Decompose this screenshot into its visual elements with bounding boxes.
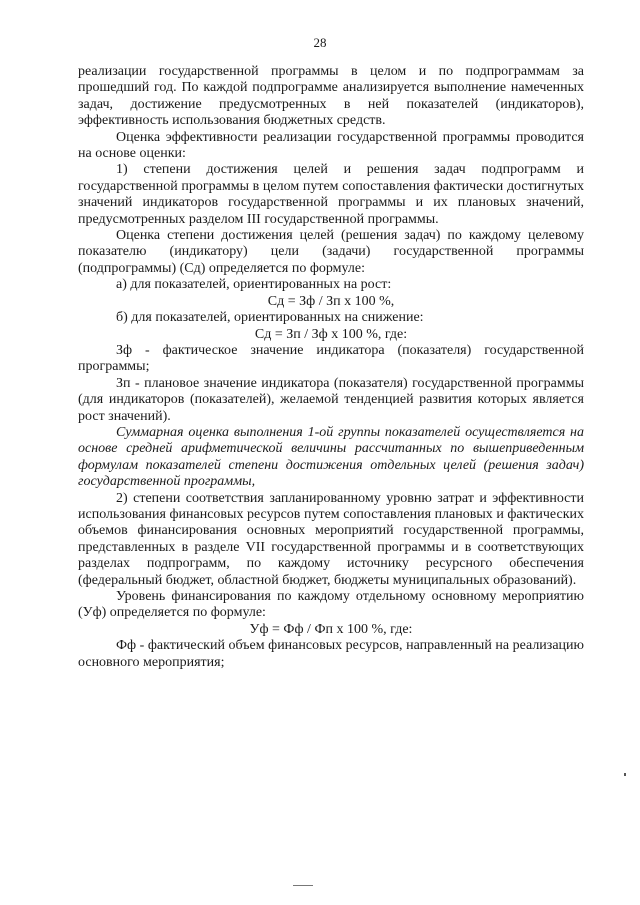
paragraph-ff-definition: Фф - фактический объем финансовых ресурсов, направленный на реализацию основного мероприятия; xyxy=(78,638,584,670)
paragraph-zp-definition: Зп - плановое значение индикатора (показателя) государственной программы (для индикаторов (показателей), желаемой тенденцией развития которых является рост значений). xyxy=(78,375,584,424)
paragraph-cost-compliance: 2) степени соответствия запланированному уровню затрат и эффективности использования финансовых ресурсов путем сопоставления плановых и фактических объемов финансирования основных мероприятий государственной программы, представленных в разделе VII государственной программы и в соответствующих разделах подпрограмм, по каждому источнику ресурсного обеспечения (федеральный бюджет, областной бюджет, бюджеты муниципальных образований). xyxy=(78,490,584,588)
paragraph-program-analysis: реализации государственной программы в целом и по подпрограммам за прошедший год. По каждой подпрограмме анализируется выполнение намеченных задач, достижение предусмотренных в ней показателей (индикаторов), эффективность использования бюджетных средств. xyxy=(78,64,584,129)
paragraph-decrease-indicators: б) для показателей, ориентированных на снижение: xyxy=(116,310,424,326)
paragraph-growth-indicators: а) для показателей, ориентированных на рост: xyxy=(116,277,392,293)
paragraph-uf-definition: Уровень финансирования по каждому отдельному основному мероприятию (Уф) определяется по формуле: xyxy=(78,589,584,621)
paragraph-sd-definition: Оценка степени достижения целей (решения задач) по каждому целевому показателю (индикатору) цели (задачи) государственной программы (подпрограммы) (Сд) определяется по формуле: xyxy=(78,228,584,276)
paragraph-summary-assessment: Суммарная оценка выполнения 1-ой группы показателей осуществляется на основе средней арифметической величины рассчитанных по вышеприведенным формулам показателей степени достижения отдельных целей (решения задач) государственной программы, xyxy=(78,424,584,490)
paragraph-efficiency-intro: Оценка эффективности реализации государственной программы проводится на основе оценки: xyxy=(78,129,584,162)
paragraph-goal-achievement: 1) степени достижения целей и решения задач подпрограмм и государственной программы в целом путем сопоставления фактически достигнутых значений индикаторов государственной программы и их плановых значений, предусмотренных разделом III государственной программы. xyxy=(78,162,584,227)
formula-growth: Сд = Зф / Зп х 100 %, xyxy=(267,293,395,309)
scan-mark xyxy=(624,773,626,776)
formula-financing: Уф = Фф / Фп х 100 %, где: xyxy=(249,621,413,637)
formula-decrease: Сд = Зп / Зф х 100 %, где: xyxy=(254,326,408,342)
bottom-line-mark xyxy=(293,885,313,886)
paragraph-zf-definition: Зф - фактическое значение индикатора (показателя) государственной программы; xyxy=(78,342,584,375)
document-body xyxy=(78,64,584,671)
page-number: 28 xyxy=(313,35,327,50)
